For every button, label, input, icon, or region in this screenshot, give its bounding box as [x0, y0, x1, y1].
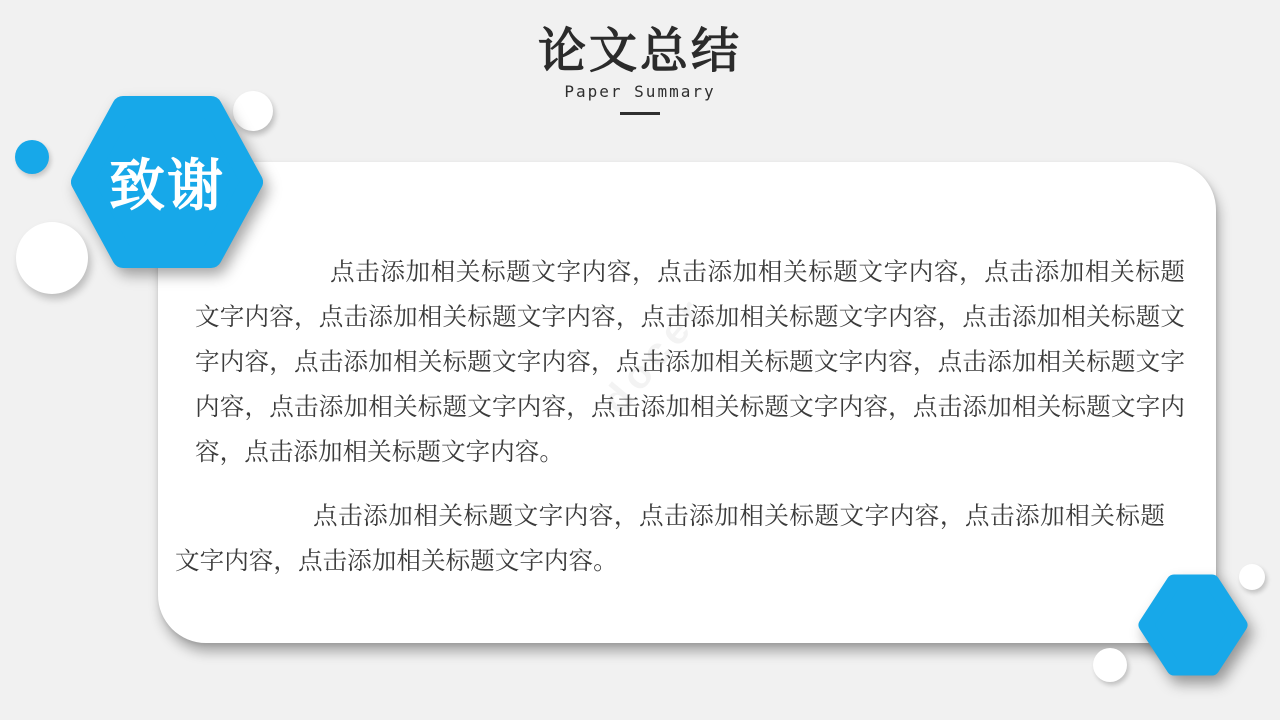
body-paragraph-2: 点击添加相关标题文字内容，点击添加相关标题文字内容，点击添加相关标题文字内容，点击添加相关标题文字内容。: [175, 503, 1165, 575]
page-subtitle: Paper Summary: [564, 82, 716, 101]
decor-hexagon: [1137, 573, 1249, 677]
section-badge-label: 致谢: [109, 154, 225, 217]
title-divider: [620, 112, 660, 115]
decor-circle-bottom: [1093, 648, 1127, 682]
hexagon-icon: [1137, 573, 1249, 677]
page-title: 论文总结: [537, 25, 742, 78]
decor-circle-blue: [15, 140, 49, 174]
body-paragraph-1: 点击添加相关标题文字内容，点击添加相关标题文字内容，点击添加相关标题文字内容，点击添加相关标题文字内容，点击添加相关标题文字内容，点击添加相关标题文字内容，点击添加相关标题文字内容，点击添加相关标题文字内容，点击添加相关标题文字内容，点击添加相关标题文字内容，点击添加相关标题文字内容，点击添加相关标题文字内容，点击添加相关标题文字内容。: [195, 259, 1185, 466]
section-badge-hexagon: [70, 96, 264, 268]
